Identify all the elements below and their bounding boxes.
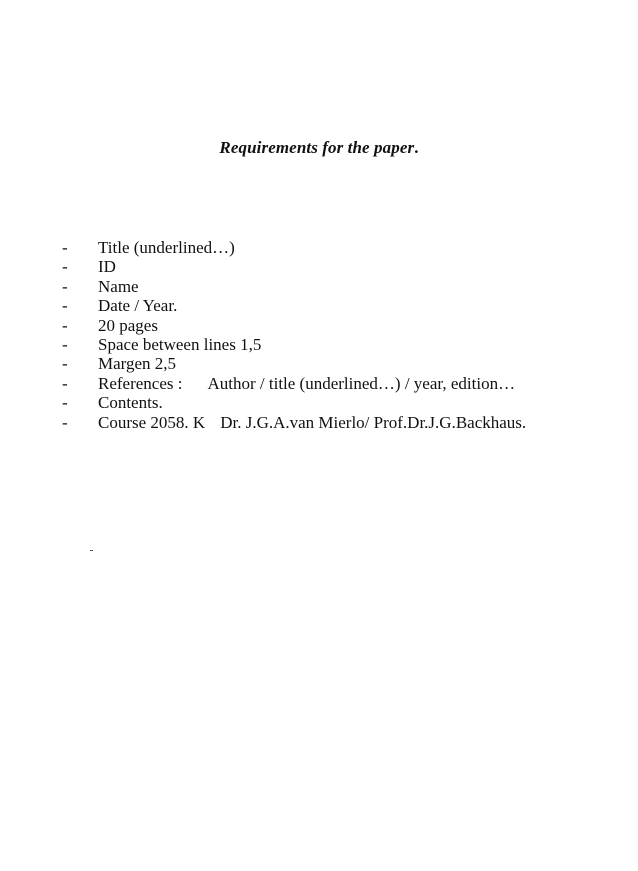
list-item-text: 20 pages: [98, 315, 158, 335]
list-item-text: Contents.: [98, 393, 163, 413]
list-item-pages: [62, 316, 526, 335]
page-title: [0, 138, 638, 158]
list-bullet: -: [62, 296, 68, 316]
list-item-id: [62, 257, 526, 276]
list-bullet: -: [62, 393, 68, 413]
list-item-name: [62, 277, 526, 296]
list-bullet: -: [62, 373, 68, 393]
list-item-course: [62, 413, 526, 432]
list-item-text: Margen 2,5: [98, 354, 177, 374]
list-bullet: -: [62, 276, 68, 296]
title-text: Requirements for the paper: [219, 138, 415, 157]
scan-speck: [90, 550, 93, 551]
list-item-text: ID: [98, 257, 116, 277]
list-item-text: Space between lines 1,5: [98, 335, 262, 355]
list-item-title: [62, 238, 526, 257]
list-bullet: -: [62, 257, 68, 277]
list-bullet: -: [62, 238, 68, 257]
list-item-references: [62, 374, 526, 393]
list-item-text: Title (underlined…): [98, 238, 235, 257]
list-item-contents: [62, 393, 526, 412]
list-item-margin: [62, 354, 526, 373]
requirements-list: [62, 238, 526, 432]
list-bullet: -: [62, 412, 68, 432]
list-item-date: [62, 296, 526, 315]
title-period: .: [414, 138, 419, 157]
list-bullet: -: [62, 354, 68, 374]
list-bullet: -: [62, 335, 68, 355]
list-item-spacing: [62, 335, 526, 354]
course-instructors: Dr. J.G.A.van Mierlo/ Prof.Dr.J.G.Backhaus.: [220, 412, 527, 432]
references-format: Author / title (underlined…) / year, edition…: [207, 373, 516, 393]
list-item-text: References :: [98, 373, 183, 393]
list-item-text: Date / Year.: [98, 296, 178, 316]
list-bullet: -: [62, 315, 68, 335]
list-item-text: Name: [98, 276, 139, 296]
list-item-text: Course 2058. K: [98, 412, 206, 432]
